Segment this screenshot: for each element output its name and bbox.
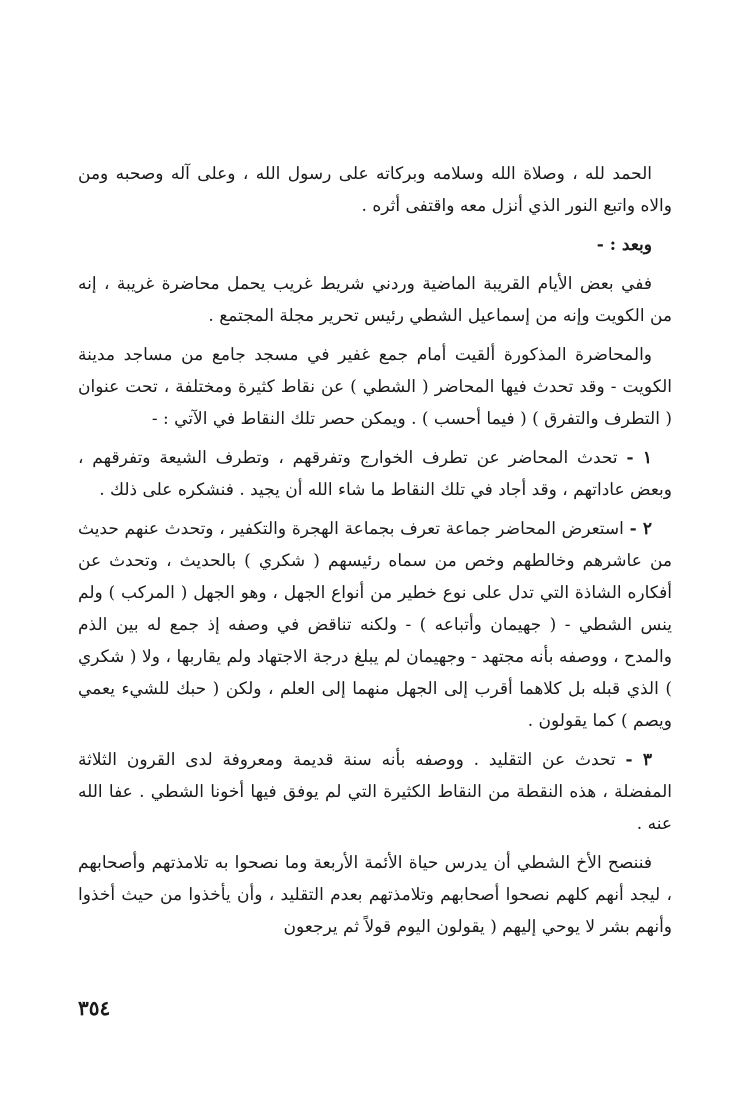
list-item-2-number: ٢ - — [629, 519, 652, 539]
page-number: ٣٥٤ — [78, 996, 111, 1020]
list-item-1 — [78, 442, 672, 506]
list-item-2 — [78, 513, 672, 737]
list-item-3 — [78, 744, 672, 840]
list-item-3-number: ٣ - — [625, 750, 652, 770]
body-text — [78, 158, 672, 950]
intro-paragraph: الحمد لله ، وصلاة الله وسلامه وبركاته على رسول الله ، وعلى آله وصحبه ومن والاه واتبع النور الذي أنزل معه واقتفى أثره . — [78, 164, 672, 216]
list-item-3-text: تحدث عن التقليد . ووصفه بأنه سنة قديمة ومعروفة لدى القرون الثلاثة المفضلة ، هذه النقطة من النقاط الكثيرة التي لم يوفق فيها أخونا الشطي . عفا الله عنه . — [78, 750, 672, 834]
list-item-1-number: ١ - — [626, 448, 653, 468]
paragraph-2: والمحاضرة المذكورة ألقيت أمام جمع غفير في مسجد جامع من مساجد مدينة الكويت - وقد تحدث فيها المحاضر ( الشطي ) عن نقاط كثيرة ومختلفة ، تحت عنوان ( التطرف والتفرق ) ( فيما أحسب ) . ويمكن حصر تلك النقاط في الآتي : - — [78, 345, 672, 429]
paragraph-3: فننصح الأخ الشطي أن يدرس حياة الأئمة الأربعة وما نصحوا به تلامذتهم وأصحابهم ، ليجد أنهم كلهم نصحوا أصحابهم وتلامذتهم بعدم التقليد ، وأن يأخذوا من حيث أخذوا وأنهم بشر لا يوحي إليهم ( يقولون اليوم قولاً ثم يرجعون — [78, 853, 672, 937]
list-item-2-text: استعرض المحاضر جماعة تعرف بجماعة الهجرة والتكفير ، وتحدث عنهم حديث من عاشرهم وخالطهم وخص من سماه رئيسهم ( شكري ) بالحديث ، وتحدث عن أفكاره الشاذة التي تدل على نوع خطير من أنواع الجهل ، وهو الجهل ( المركب ) ولم ينس الشطي - ( جهيمان وأتباعه ) - ولكنه تناقض في وصفه إذ جمع له بين الذم والمدح ، ووصفه بأنه مجتهد - وجهيمان لم يبلغ درجة الاجتهاد ولم يقاربها ، ولا ( شكري ) الذي قبله بل كلاهما أقرب إلى الجهل منهما إلى العلم ، ولكن ( حبك للشيء يعمي ويصم ) كما يقولون . — [78, 519, 672, 731]
baad-heading: وبعد : - — [596, 235, 652, 255]
paragraph-1: ففي بعض الأيام القريبة الماضية وردني شريط غريب يحمل محاضرة غريبة ، إنه من الكويت وإنه من إسماعيل الشطي رئيس تحرير مجلة المجتمع . — [78, 274, 672, 326]
list-item-1-text: تحدث المحاضر عن تطرف الخوارج وتفرقهم ، وتطرف الشيعة وتفرقهم ، وبعض عاداتهم ، وقد أجاد في تلك النقاط ما شاء الله أن يجيد . فنشكره على ذلك . — [78, 448, 672, 500]
